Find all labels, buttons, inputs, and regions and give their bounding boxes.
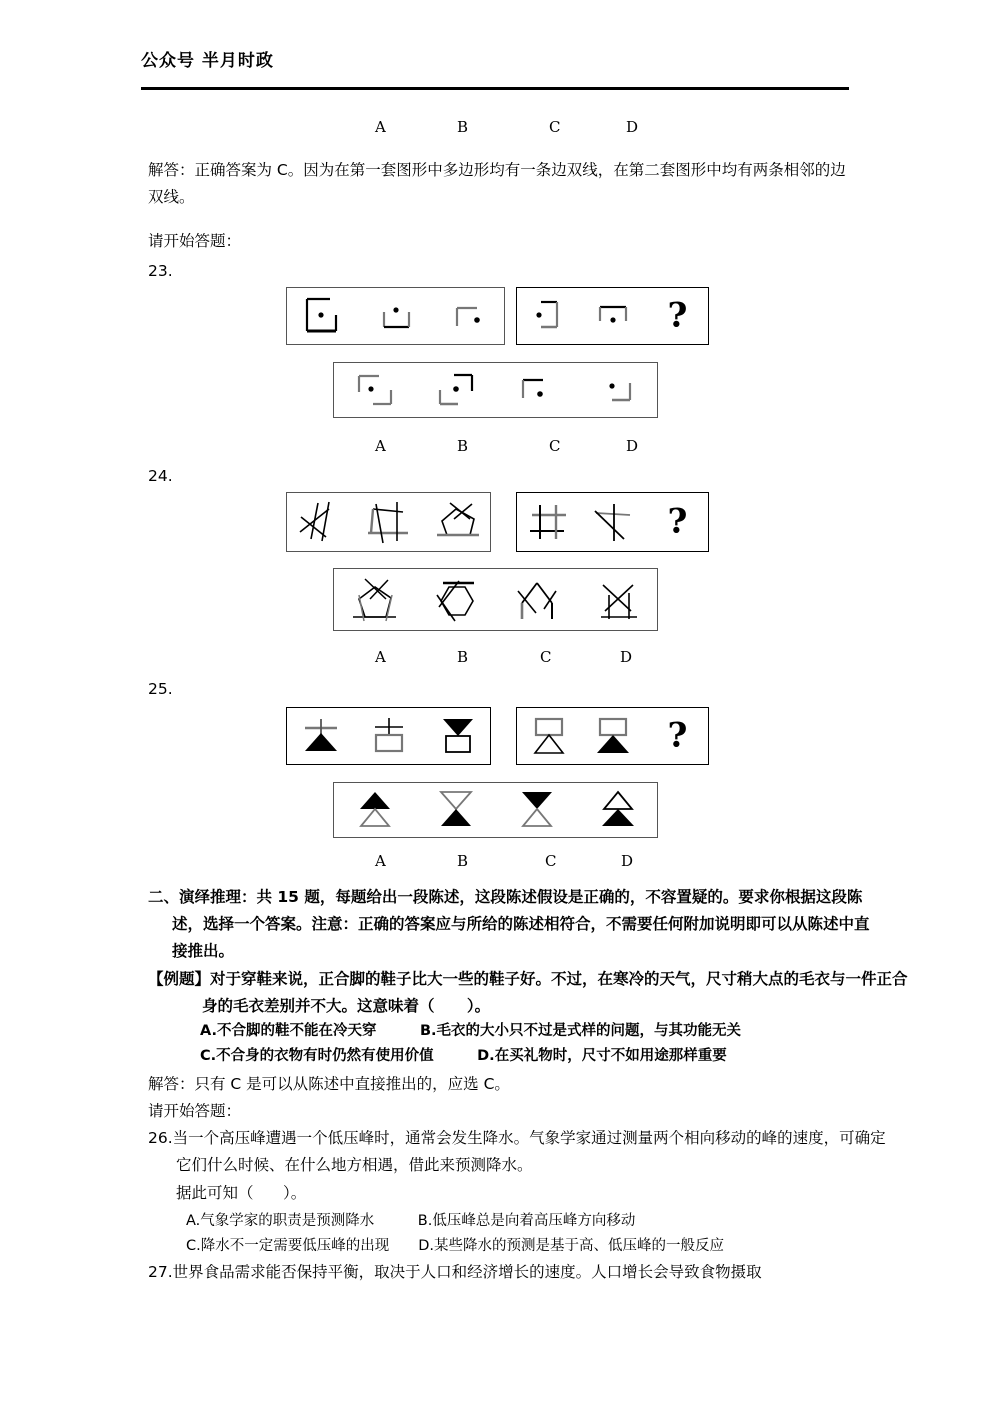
q25-option-d[interactable] bbox=[577, 783, 659, 837]
q24-seq-cell-3 bbox=[423, 493, 492, 551]
q25-option-b[interactable] bbox=[415, 783, 496, 837]
q25-sequence-box-2 bbox=[516, 707, 709, 765]
letter-c: C bbox=[549, 118, 561, 136]
q24-letter-d: D bbox=[620, 648, 633, 666]
example-options-line-2[interactable]: C.不合身的衣物有时仍然有使用价值 D.在买礼物时，尺寸不如用途那样重要 bbox=[200, 1048, 727, 1064]
q25-option-letters bbox=[0, 852, 991, 872]
example-stem: 对于穿鞋来说，正合脚的鞋子比大一些的鞋子好。不过，在寒冷的天气，尺寸稍大点的毛衣与一件正合身的毛衣差别并不大。这意味着（ ）。 bbox=[202, 970, 908, 1015]
section-two-start-prompt: 请开始答题： bbox=[148, 1102, 242, 1120]
q24-option-a[interactable] bbox=[334, 569, 415, 630]
q24-options-box bbox=[333, 568, 658, 631]
question-27-block bbox=[148, 1259, 892, 1286]
question-27-number: 27. bbox=[148, 1263, 173, 1281]
q25-sequence-box-1 bbox=[286, 707, 491, 765]
bracket-figure-option-b bbox=[434, 370, 478, 410]
q24-seq2-cell-3 bbox=[645, 493, 710, 551]
letter-a: A bbox=[375, 118, 386, 136]
q23-seq-cell-1 bbox=[287, 288, 360, 344]
page-header-title: 公众号 半月时政 bbox=[141, 51, 274, 71]
q24-option-d[interactable] bbox=[577, 569, 659, 630]
letters-row-intro bbox=[0, 118, 991, 138]
q25-seq-cell-2 bbox=[355, 708, 423, 764]
q24-sequence-box-1 bbox=[286, 492, 491, 552]
line-figure-option-c bbox=[510, 575, 564, 625]
shape-rect-outline-with-cross bbox=[365, 715, 413, 757]
q23-letter-b: B bbox=[457, 437, 469, 455]
question-26-ask: 据此可知（ ）。 bbox=[176, 1184, 307, 1202]
line-figure-quadrilateral-cross bbox=[363, 499, 415, 545]
q25-seq2-cell-3 bbox=[645, 708, 710, 764]
question-27-stem: 世界食品需求能否保持平衡，取决于人口和经济增长的速度。人口增长会导致食物摄取 bbox=[172, 1263, 762, 1281]
example-options-line-1[interactable]: A.不合脚的鞋不能在冷天穿 B.毛衣的大小只不过是式样的问题，与其功能无关 bbox=[200, 1023, 742, 1039]
section-two-heading: 二、演绎推理：共 15 题，每题给出一段陈述，这段陈述假设是正确的，不容置疑的。要求你根据这段陈述，选择一个答案。注意：正确的答案应与所给的陈述相符合，不需要任何附加说明即可以从陈述中直接推出。 bbox=[148, 888, 870, 960]
shape-option-c bbox=[514, 788, 560, 832]
line-figure-option-b bbox=[429, 575, 483, 625]
q23-option-d[interactable] bbox=[577, 363, 659, 417]
intro-start-prompt: 请开始答题： bbox=[148, 232, 242, 250]
example-answer: 解答：只有 C 是可以从陈述中直接推出的，应选 C。 bbox=[148, 1075, 510, 1093]
bracket-figure-n bbox=[595, 301, 631, 331]
question-26-stem: 当一个高压峰遭遇一个低压峰时，通常会发生降水。气象学家通过测量两个相向移动的峰的速度，可确定它们什么时候、在什么地方相遇，借此来预测降水。 bbox=[172, 1129, 886, 1174]
q24-option-c[interactable] bbox=[496, 569, 577, 630]
line-figure-crossed-lines bbox=[296, 499, 346, 545]
line-figure-option-d bbox=[591, 575, 645, 625]
q25-seq-cell-3 bbox=[423, 708, 492, 764]
q23-seq-cell-3 bbox=[433, 288, 506, 344]
q25-options-box bbox=[333, 782, 658, 838]
letter-d: D bbox=[626, 118, 639, 136]
letter-b: B bbox=[457, 118, 469, 136]
question-26-options-line-2[interactable]: C.降水不一定需要低压峰的出现 D.某些降水的预测是基于高、低压峰的一般反应 bbox=[186, 1238, 725, 1254]
q24-sequence-box-2 bbox=[516, 492, 709, 552]
q23-sequence-box-2 bbox=[516, 287, 709, 345]
shape-option-d bbox=[595, 788, 641, 832]
q25-seq-cell-1 bbox=[287, 708, 355, 764]
shape-rect-over-filled-triangle bbox=[590, 714, 636, 758]
q24-letter-c: C bbox=[540, 648, 552, 666]
question-26-options-line-1[interactable]: A.气象学家的职责是预测降水 B.低压峰总是向着高压峰方向移动 bbox=[186, 1213, 636, 1229]
q23-letter-a: A bbox=[375, 437, 386, 455]
q25-letter-d: D bbox=[621, 852, 634, 870]
question-mark-placeholder: ? bbox=[667, 295, 688, 336]
q25-option-a[interactable] bbox=[334, 783, 415, 837]
q23-seq2-cell-1 bbox=[517, 288, 581, 344]
shape-inverted-triangle-over-rect bbox=[434, 714, 482, 758]
q23-sequence-box-1 bbox=[286, 287, 505, 345]
q23-option-b[interactable] bbox=[415, 363, 496, 417]
shape-triangle-filled-with-bar bbox=[297, 715, 345, 757]
q25-option-c[interactable] bbox=[496, 783, 577, 837]
shape-option-b bbox=[433, 788, 479, 832]
q23-seq-cell-2 bbox=[360, 288, 433, 344]
q25-letter-c: C bbox=[545, 852, 557, 870]
q23-letter-c: C bbox=[549, 437, 561, 455]
q23-seq2-cell-3 bbox=[645, 288, 710, 344]
question-26-number: 26. bbox=[148, 1129, 173, 1147]
q23-letter-d: D bbox=[626, 437, 639, 455]
bracket-figure-option-c bbox=[517, 373, 557, 407]
q24-seq-cell-1 bbox=[287, 493, 355, 551]
bracket-figure-u bbox=[379, 300, 415, 332]
q23-option-a[interactable] bbox=[334, 363, 415, 417]
q24-seq2-cell-2 bbox=[581, 493, 645, 551]
line-figure-option-a bbox=[348, 575, 402, 625]
q24-letter-a: A bbox=[375, 648, 386, 666]
bracket-figure-right bbox=[533, 297, 565, 335]
q24-option-letters bbox=[0, 648, 991, 668]
q23-option-letters bbox=[0, 437, 991, 457]
q23-seq2-cell-2 bbox=[581, 288, 645, 344]
q25-seq2-cell-2 bbox=[581, 708, 645, 764]
bracket-figure-option-d bbox=[598, 373, 638, 407]
line-figure-cross-diagonal bbox=[590, 501, 636, 543]
line-figure-grid bbox=[526, 501, 572, 543]
question-mark-placeholder: ? bbox=[667, 501, 688, 542]
q24-letter-b: B bbox=[457, 648, 469, 666]
question-26-block bbox=[148, 1125, 888, 1179]
q25-seq2-cell-1 bbox=[517, 708, 581, 764]
example-label: 【例题】 bbox=[148, 970, 211, 988]
intro-answer-paragraph: 解答：正确答案为 C。因为在第一套图形中多边形均有一条边双线，在第二套图形中均有两条相邻的边双线。 bbox=[148, 161, 846, 206]
q23-option-c[interactable] bbox=[496, 363, 577, 417]
question-mark-placeholder: ? bbox=[667, 715, 688, 756]
line-figure-pentagon-cross bbox=[432, 499, 484, 545]
shape-option-a bbox=[352, 788, 398, 832]
q24-seq2-cell-1 bbox=[517, 493, 581, 551]
q25-letter-a: A bbox=[375, 852, 386, 870]
bracket-figure-large bbox=[303, 296, 345, 336]
q25-letter-b: B bbox=[457, 852, 469, 870]
example-block bbox=[148, 966, 914, 1020]
bracket-figure-corner bbox=[452, 300, 488, 332]
question-24-number: 24. bbox=[148, 467, 173, 485]
shape-rect-over-open-triangle bbox=[526, 714, 572, 758]
q23-options-box bbox=[333, 362, 658, 418]
question-25-number: 25. bbox=[148, 680, 173, 698]
question-23-number: 23. bbox=[148, 262, 173, 280]
q24-option-b[interactable] bbox=[415, 569, 496, 630]
bracket-figure-option-a bbox=[353, 370, 397, 410]
header-divider bbox=[141, 87, 849, 90]
q24-seq-cell-2 bbox=[355, 493, 423, 551]
